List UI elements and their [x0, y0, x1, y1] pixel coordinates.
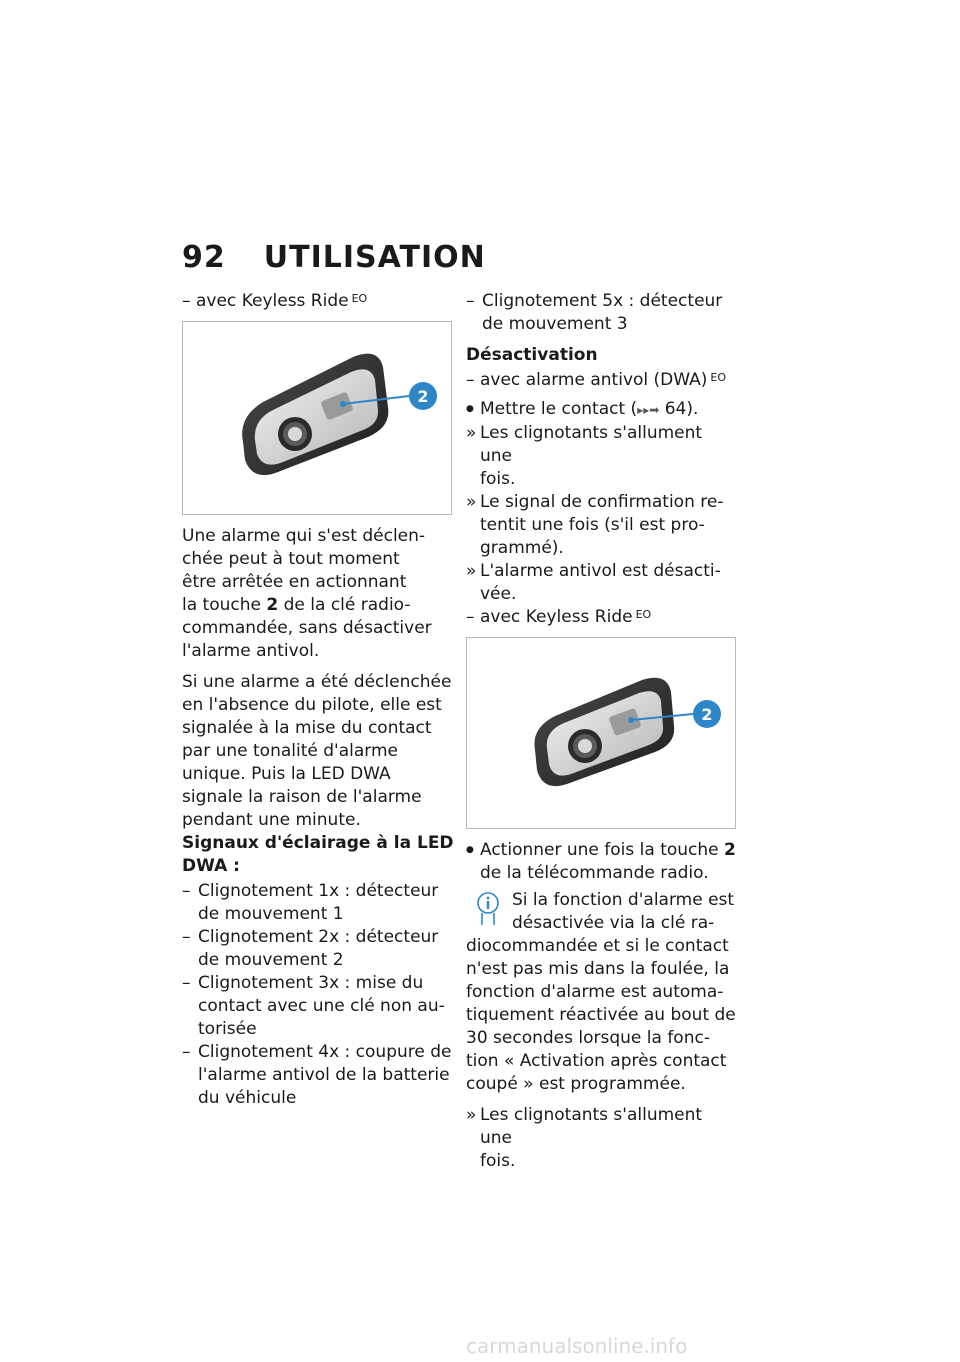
page-header — [182, 240, 486, 275]
right-column — [466, 290, 738, 1173]
option-superscript: EO — [710, 371, 727, 384]
signals-heading: Signaux d'éclairage à la LED DWA : — [182, 833, 454, 876]
key-fob-illustration — [467, 638, 735, 828]
signal-item: – Clignotement 2x : détecteur de mouvement 2 — [182, 926, 454, 972]
option-superscript: EO — [635, 608, 652, 621]
keyless-ride-condition: – avec Keyless Ride $^{EO}$ — [182, 290, 454, 313]
signal-item: – Clignotement 1x : détecteur de mouvement 1 — [182, 880, 454, 926]
info-note: Si la fonction d'alarme est désactivée via la clé ra- diocommandée et si le contact n'est pas mis dans la foulée, la fonction d'alarme est automa- tiquement réactivée au bout de 30 secondes lorsque la fonc- tion « Activation après contact coupé » est programmée. — [466, 890, 736, 1094]
paragraph-stop-alarm: Une alarme qui s'est déclen- chée peut à tout moment être arrêtée en actionnant la touche 2 de la clé radio- commandée, sans désactiver l'alarme antivol. — [182, 526, 432, 661]
key-fob-illustration — [183, 322, 451, 514]
signal-item: – Clignotement 3x : mise du contact avec une clé non au- torisée — [182, 972, 454, 1041]
page-reference-arrow-icon: ▸▸➡ — [637, 403, 660, 417]
dwa-condition: – avec alarme antivol (DWA) $^{EO}$ — [466, 369, 738, 392]
step-ignition: ● Mettre le contact (▸▸➡ 64). — [466, 398, 738, 422]
callout-number: 2 — [417, 387, 429, 406]
keyless-ride-condition: – avec Keyless Ride $^{EO}$ — [466, 606, 738, 629]
result-item: » L'alarme antivol est désacti- vée. — [466, 560, 738, 606]
step-press-button: ● Actionner une fois la touche 2 de la télécommande radio. — [466, 839, 738, 885]
info-icon — [476, 891, 500, 927]
callout-number: 2 — [701, 705, 713, 724]
page-title: UTILISATION — [263, 240, 486, 275]
key-fob-figure-1 — [182, 321, 452, 515]
signal-item: – Clignotement 4x : coupure de l'alarme antivol de la batterie du véhicule — [182, 1041, 454, 1110]
page-reference-link[interactable]: 64 — [664, 399, 687, 419]
page-number: 92 — [182, 240, 226, 275]
result-item: » Les clignotants s'allument une fois. — [466, 422, 738, 491]
key-fob-figure-2 — [466, 637, 736, 829]
option-superscript: EO — [351, 292, 368, 305]
paragraph-alarm-absence: Si une alarme a été déclenchée en l'absence du pilote, elle est signalée à la mise du contact par une tonalité d'alarme unique. Puis la LED DWA signale la raison de l'alarme pendant une minute. — [182, 672, 452, 830]
left-column — [182, 290, 454, 1110]
result-item: » Le signal de confirmation re- tentit une fois (s'il est pro- grammé). — [466, 491, 738, 560]
signal-item: – Clignotement 5x : détecteur de mouvement 3 — [466, 290, 738, 336]
deactivation-heading: Désactivation — [466, 345, 598, 365]
result-item: » Les clignotants s'allument une fois. — [466, 1104, 738, 1173]
watermark: carmanualsonline.info — [466, 1334, 688, 1358]
